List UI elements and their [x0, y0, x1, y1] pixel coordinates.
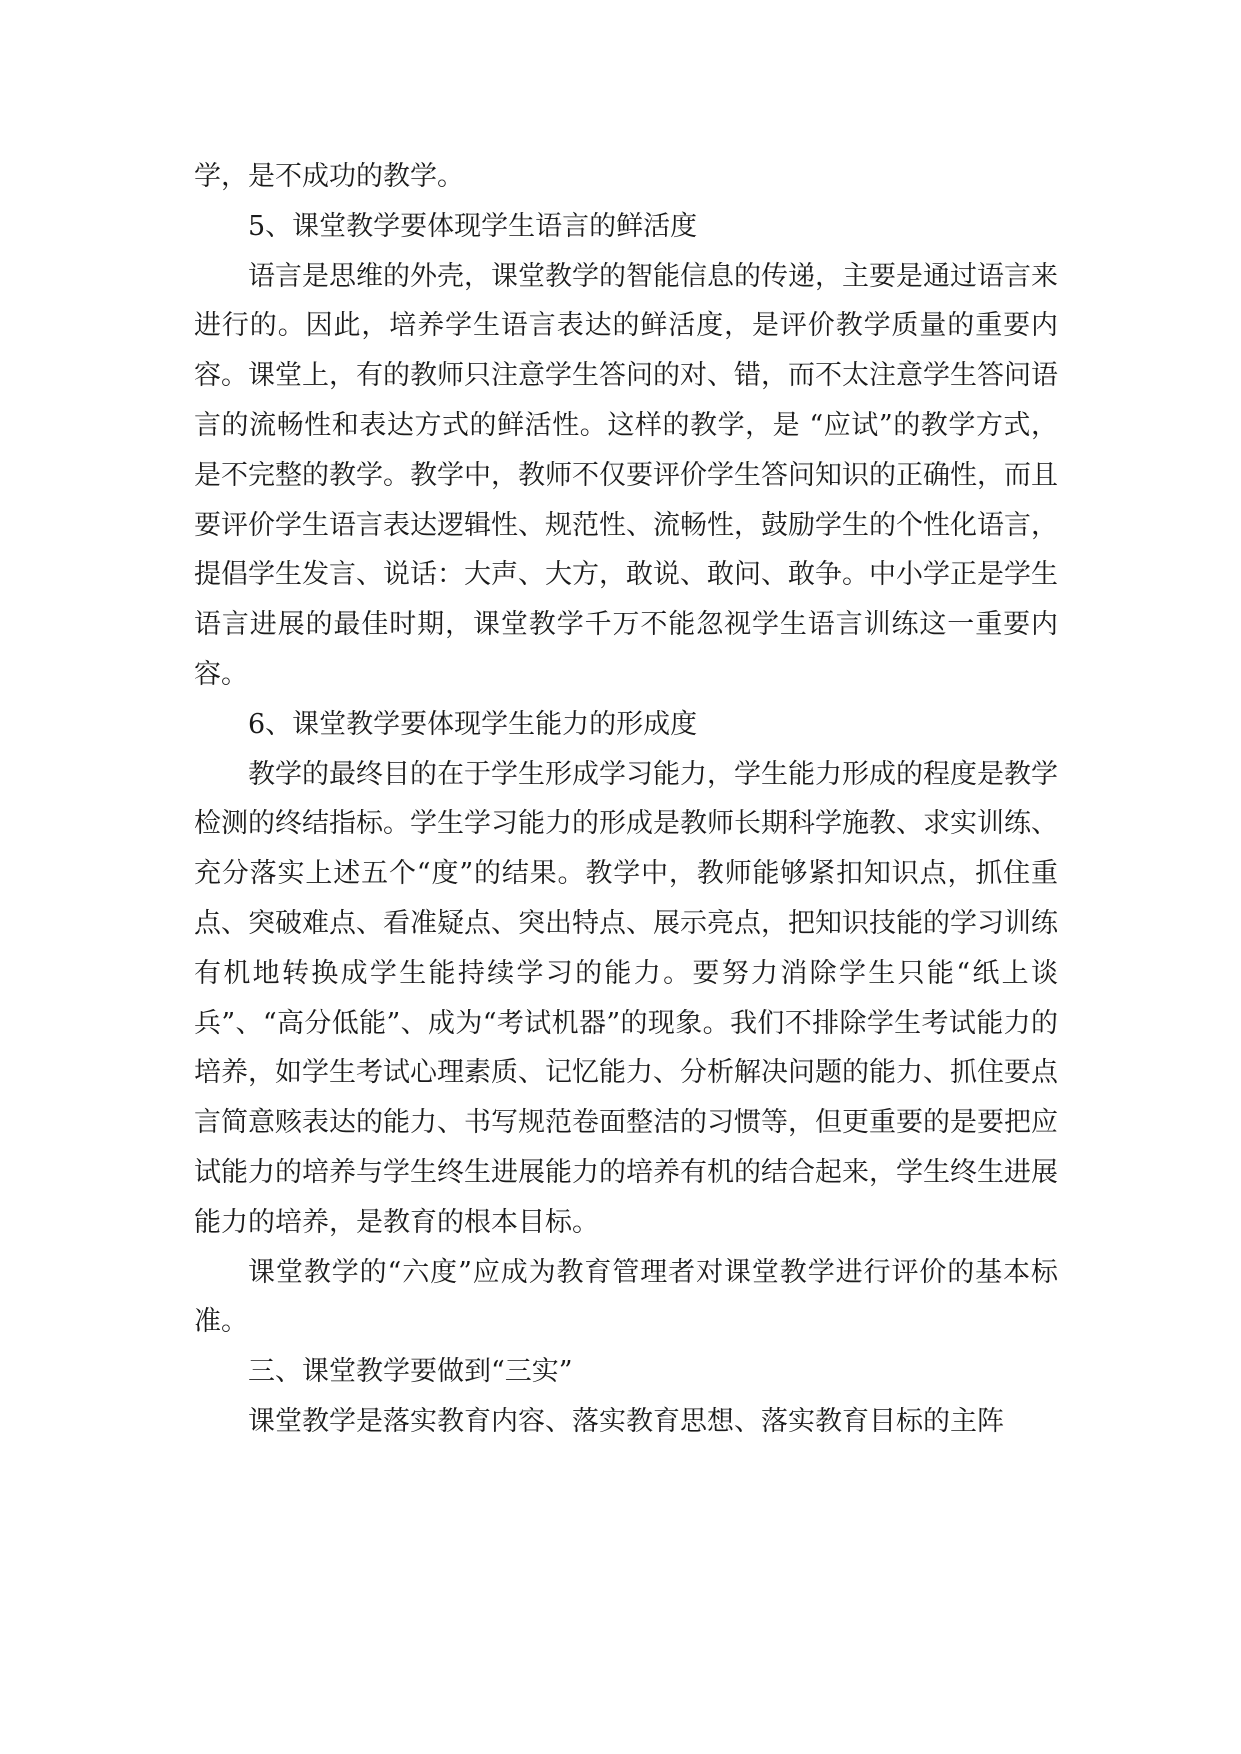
document-page: [194, 152, 1058, 1447]
paragraph-main-front: 课堂教学是落实教育内容、落实教育思想、落实教育目标的主阵: [248, 1405, 1004, 1437]
paragraph-language: 语言是思维的外壳，课堂教学的智能信息的传递，主要是通过语言来进行的。因此，培养学生语言表达的鲜活度，是评价教学质量的重要内容。课堂上，有的教师只注意学生答问的对、错，而不太注意学生答问语言的流畅性和表达方式的鲜活性。这样的教学，是 “应试”的教学方式，是不完整的教学。教学中，教师不仅要评价学生答问知识的正确性，而且要评价学生语言表达逻辑性、规范性、流畅性，鼓励学生的个性化语言，提倡学生发言、说话：大声、大方，敢说、敢问、敢争。中小学正是学生语言进展的最佳时期，课堂教学千万不能忽视学生语言训练这一重要内容。: [194, 260, 1058, 690]
paragraph-continuation: 学，是不成功的教学。: [194, 161, 464, 192]
paragraph-six-degrees: 课堂教学的“六度”应成为教育管理者对课堂教学进行评价的基本标准。: [194, 1256, 1058, 1338]
section-heading-three-realities: 三、课堂教学要做到“三实”: [248, 1356, 573, 1388]
section-heading-6: 6、课堂教学要体现学生能力的形成度: [248, 708, 698, 740]
paragraph-ability: 教学的最终目的在于学生形成学习能力，学生能力形成的程度是教学检测的终结指标。学生学习能力的形成是教师长期科学施教、求实训练、充分落实上述五个“度”的结果。教学中，教师能够紧扣知识点，抓住重点、突破难点、看准疑点、突出特点、展示亮点，把知识技能的学习训练有机地转换成学生能持续学习的能力。要努力消除学生只能“纸上谈兵”、“高分低能”、成为“考试机器”的现象。我们不排除学生考试能力的培养，如学生考试心理素质、记忆能力、分析解决问题的能力、抓住要点言简意赅表达的能力、书写规范卷面整洁的习惯等，但更重要的是要把应试能力的培养与学生终生进展能力的培养有机的结合起来，学生终生进展能力的培养，是教育的根本目标。: [194, 758, 1058, 1238]
section-heading-5: 5、课堂教学要体现学生语言的鲜活度: [248, 210, 698, 242]
